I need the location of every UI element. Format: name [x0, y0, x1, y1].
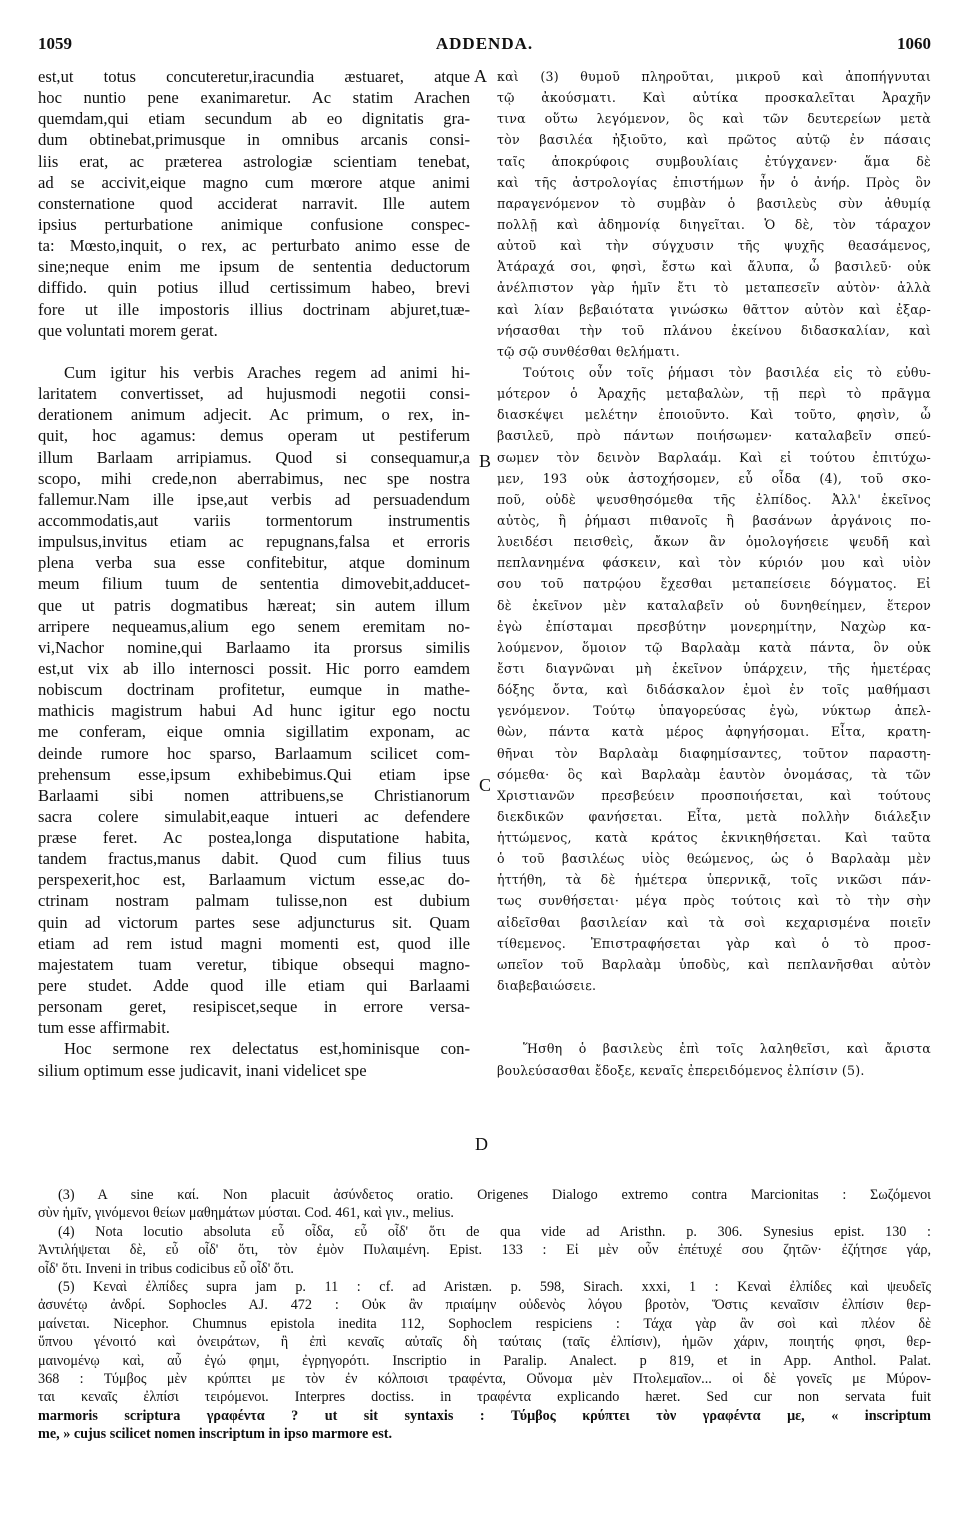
footnote-line: ὕπνου γένοιτό καὶ ὀνειράτων, ἢ ἐπὶ κεναῖς αὐταῖς δὴ ταύταις (ταῖς ἐλπίσιν), ἡμῶν χάριν, ποιητής φησι, θερ- — [38, 1334, 931, 1351]
latin-text-line: plena verba sua esse confitebitur, atque dominum — [38, 553, 470, 573]
footnote-line: (4) Nota locutio absoluta εὖ οἶδα, εὖ οἶδ' ὅτι de qua vide ad Aristhn. p. 306. Synesius epist. 130 : — [58, 1223, 931, 1240]
latin-text-line: præse feret. Ac postea,longa disputatione habita, — [38, 828, 470, 848]
latin-text-line: sine;neque enim me ipsum de sententia deductorum — [38, 257, 470, 277]
latin-text-line: ipsius perturbatione animique confusione conspec- — [38, 214, 470, 234]
greek-text-line: Τούτοις οὖν τοῖς ῥήμασι τὸν βασιλέα εἰς τὸ εὐθυ- — [523, 364, 931, 380]
greek-text-line: τινα οὕτω λεγόμενον, ὃς καὶ τῶν δευτερείων μετὰ — [497, 111, 931, 127]
greek-text-line: θῆναι τὸν Βαρλαὰμ διαφημίσαντες, τοῦτον παραστη- — [497, 745, 931, 761]
section-marker-a: A — [474, 66, 487, 86]
greek-text-line: παραγενόμενον τὸ συμβὰν ὁ βασιλεὺς σὺν ἀθυμίᾳ — [497, 195, 931, 211]
latin-text-line: meum filium tuum de sententia dimovebit,adducet- — [38, 574, 470, 594]
greek-text-line: νήσασθαι τὴν τοῦ πλάνου ἐκείνου διδασκαλίαν, καὶ — [497, 322, 931, 338]
latin-text-line: majestatem tuam veretur, tibique obsequi magno- — [38, 954, 470, 974]
greek-text-line: λούμενον, ὅμοιον τῷ Βαρλαὰμ κατὰ πάντα, ὃν οὐκ — [497, 639, 931, 655]
greek-text-line: καὶ λίαν βεβαιότατα γινώσκω θᾶττον αὐτὸν καὶ ἐξαρ- — [497, 301, 931, 317]
footnote-line: μαινομένῳ καὶ, αὖ ἐγώ φημι, ἐγρηγορότι. Inscriptio in Paralip. Analect. p 819, et in App. Anthol. Palat. — [38, 1352, 931, 1369]
page-number-right: 1060 — [897, 34, 931, 53]
footnote-line: μαίνεται. Nicephor. Chumnus epistola inedita 112, Sophoclem respiciens : Τάχα γὰρ ἂν σοὶ καὶ πλέον δὲ — [38, 1315, 931, 1332]
greek-text-line: τῷ σῷ συνθέσθαι θελήματι. — [497, 343, 680, 359]
greek-text-line: τὸν βασιλέα ἠξιοῦτο, καὶ πρῶτος αὐτῷ ἐν πάσαις — [497, 132, 931, 148]
latin-text-line — [38, 341, 470, 362]
greek-text-line: ἡττώμενος, κατὰ κράτος ἐκνικηθήσεται. Καὶ ταῦτα — [497, 830, 931, 846]
latin-text-line: scopo, mihi crede,non aberrabimus, nec spe nostra — [38, 468, 470, 488]
greek-text-line: μότερον ὁ Ἀραχῆς μεταβαλὼν, τῇ περὶ τὸ πρᾶγμα — [497, 386, 931, 402]
greek-text-line: πολλῇ καὶ ἀδημονίᾳ διηγεῖται. Ὁ δὲ, τὸν τάραχον — [497, 216, 931, 232]
greek-text-line: λυειδέσι πεισθεὶς, ἄκων ἂν ὁμολογήσειε ψευδῆ καὶ — [497, 534, 931, 550]
greek-text-line: αἰδεῖσθαι βασιλείαν καὶ τὰ σοὶ κεχαρισμένα ποιεῖν — [497, 914, 931, 930]
greek-text-line: καὶ (3) θυμοῦ πληροῦται, μικροῦ καὶ ἀποπήγνυται — [497, 69, 931, 84]
section-marker-b: B — [479, 451, 492, 471]
footnote-line: marmoris scriptura γραφέντα ? ut sit syntaxis : Τύμβος κρύπτει τὸν γραφέντα με, « inscriptum — [38, 1407, 931, 1424]
greek-text-line: θὼν, πάντα κατὰ μέρος ἀφηγήσομαι. Εἶτα, κρατη- — [497, 724, 931, 740]
latin-text-line: Cum igitur his verbis Araches regem ad animi hi- — [64, 362, 470, 382]
greek-text-line: ποῦ, οὐδὲ ψευσθησόμεθα τῆς ἐλπίδος. Ἀλλ' ἐκεῖνος — [497, 491, 931, 507]
latin-text-line: consternatione quod acciderat narravit. Ille autem — [38, 193, 470, 213]
footnote-line: ται κεναῖς ἐλπίσι τειρόμενοι. Interpres doctiss. in τραφέντα explicando hæret. Sed cur non servata fuit — [38, 1389, 931, 1406]
greek-text-line: καὶ τῆς ἀστρολογίας ἐπιστήμων ἦν ὁ ἀνήρ. Πρὸς ὃν — [497, 174, 931, 190]
greek-text-line: βουλεύσασθαι ἔδοξε, κεναῖς ἐπερειδόμενος ἐλπίσιν (5). — [497, 1062, 865, 1078]
footnote-line: ἀσυνέτῳ ἀνδρί. Sophocles AJ. 472 : Οὐκ ἂν πριαίμην οὐδενὸς λόγου βροτὸν, Ὅστις κεναῖσιν ἐλπίσιν θερ- — [38, 1297, 931, 1314]
footnote-line: 368 : Τύμβος μὲν κρύπτει με τὸν ἐν κόλποισι τραφέντα, Οὔνομα μὲν Πτολεμαῖον... οἱ δὲ γονεῖς με Μύρον- — [38, 1370, 931, 1387]
footnote-line: Ἀντιλήψεται δὲ, εὖ οἶδ' ὅτι, τὸν ἐμὸν Πυλαιμένη. Epist. 133 : Εἰ μὲν οὖν ἐπέτυχέ σου ζητῶν· ἐζήτησε γάρ, — [38, 1242, 931, 1259]
latin-text-line: fallemur.Nam ille ipse,aut verbis ad persuadendum — [38, 489, 470, 509]
latin-text-line: me conferam, eique omnia sigillatim exponam, ac — [38, 722, 470, 742]
greek-text-line: σου τοῦ πατρῴου ἔχεσθαι μεταπείσειε δόγματος. Εἰ — [497, 576, 931, 592]
latin-text-line: liis erat, ac præterea astrologiæ scientiam tenebat, — [38, 151, 470, 171]
latin-text-line: etiam ad rem istud magni momenti est, quod ille — [38, 933, 470, 953]
latin-text-line: sacra colere simulabit,eaque intueri ac defendere — [38, 806, 470, 826]
page-number-left: 1059 — [38, 34, 72, 53]
latin-text-line: que voluntati morem gerat. — [38, 320, 218, 340]
greek-text-line: σόμεθα· ὃς καὶ Βαρλαὰμ ἑαυτὸν ὀνομάσας, τὰ τῶν — [497, 766, 931, 782]
greek-text-line: σωμεν τὸν δεινὸν Βαρλαάμ. Καὶ εἰ τούτου ἐπιτύχω- — [497, 449, 931, 465]
greek-text-line — [497, 1017, 931, 1038]
latin-text-line: derationem animum adjecit. Ac primum, o rex, in- — [38, 405, 470, 425]
greek-text-line: ἀνέλπιστον γὰρ ἡμῖν ἔτι τὸ μεταπεσεῖν αὐτὸν· ἀλλὰ — [497, 280, 931, 296]
greek-text-line: τίθεμενος. Ἐπιστραφήσεται γὰρ καὶ ὁ τὸ προσ- — [497, 935, 931, 951]
greek-text-line: διεκδικῶν φανήσεται. Εἶτα, μετὰ πολλὴν διάλεξιν — [497, 808, 931, 824]
latin-text-line: tandem fractus,manus dabit. Quod cum filius tuus — [38, 849, 470, 869]
latin-text-line: Barlaami sibi nomen attribuens,se Christianorum — [38, 785, 470, 805]
latin-text-line: dum obtinebat,primusque in omnibus arcanis consi- — [38, 130, 470, 150]
latin-text-line: ta: Mœsto,inquit, o rex, ac perturbato animo esse de — [38, 236, 470, 256]
greek-column — [497, 66, 931, 1081]
latin-text-line: diffido. quin potius illud certissimum habeo, brevi — [38, 278, 470, 298]
greek-text-line: τῷ ἀκούσματι. Καὶ αὐτίκα προσκαλεῖται Ἀραχῆν — [497, 90, 931, 106]
greek-text-line: πεπλανημένα φάσκειν, καὶ τὸν κύριόν μου καὶ υἱὸν — [497, 555, 931, 571]
latin-text-line: perspexerit,hoc est, Barlaamum victum esse,ac do- — [38, 870, 470, 890]
greek-text-line: αὐτὸς, ἢ ῥήμασι πιθανοῖς ἢ βασάνων ἀργάνοις πο- — [497, 512, 931, 528]
latin-text-line: hoc nuntio pene exanimaretur. Ac statim Arachen — [38, 88, 470, 108]
greek-text-line: διαβεβαιώσειε. — [497, 978, 597, 994]
latin-text-line: illum Barlaam arripiamus. Quod si consequamur,a — [38, 447, 470, 467]
greek-text-line: ὁ τοῦ βασιλέως υἱὸς θεώμενος, ὡς ὁ Βαρλαὰμ μὲν — [497, 851, 931, 867]
greek-text-line: ἡττήθη, τὰ δὲ ἡμέτερα ὑπερνικᾷ, τοῖς νικῶσι πάν- — [497, 872, 931, 888]
greek-text-line: ἐγὼ ἐπίσταμαι πρεσβύτην μονερημίτην, Ναχὼρ κα- — [497, 618, 931, 634]
greek-text-line: δὲ ἐκεῖνον μὲν καταλαβεῖν οὐ δυνηθείημεν, ἕτερον — [497, 597, 931, 613]
latin-text-line: arripere nequeamus,alium ego senem eremitam no- — [38, 616, 470, 636]
latin-text-line: deinde rumore hoc sparso, Barlaamum scilicet com- — [38, 743, 470, 763]
latin-text-line: impulsus,invitus etiam ac repugnans,falsa et erroris — [38, 532, 470, 552]
greek-text-line: Ἀτάραχά σοι, φησὶ, ἔστω καὶ ἄλυπα, ὦ βασιλεῦ· οὐκ — [497, 259, 931, 275]
latin-text-line: tum esse affirmabit. — [38, 1018, 170, 1038]
greek-text-line: βασιλεῦ, πρὸ πάντων ποιήσωμεν· καταλαβεῖν σπεύ- — [497, 428, 931, 444]
greek-text-line: ταῖς ἀποκρύφοις συμβουλίαις ἐτύγχανεν· ἅμα δὲ — [497, 153, 931, 169]
footnote-line: (3) A sine καί. Non placuit ἀσύνδετος oratio. Origenes Dialogo extremo contra Marcionitas : Σωζόμενοι — [58, 1187, 931, 1203]
latin-text-line: est,ut totus concuteretur,iracundia æstuaret, atque — [38, 67, 470, 86]
footnote-line: οἶδ' ὅτι. Inveni in tribus codicibus εὖ οἶδ' ὅτι. — [38, 1260, 294, 1277]
latin-text-line: nobiscum doctrinam profitetur, eumque in mathe- — [38, 680, 470, 700]
running-title: ADDENDA. — [435, 34, 534, 53]
greek-text-line: δόξης ὄντα, καὶ διδάσκαλον ἐμοὶ ἐν τοῖς μαθήμασι — [497, 682, 931, 698]
greek-text-line: γενόμενον. Τούτῳ ὑπαγορεύσας ἐγὼ, νύκτωρ ἀπελ- — [497, 703, 931, 719]
running-header — [38, 34, 931, 58]
latin-text-line: ctrinam nostram palmam tulisse,non est dubium — [38, 891, 470, 911]
greek-text-line: τως συνθήσεται· μέγα πρὸς τούτοις καὶ τὸ τὴν σὴν — [497, 893, 931, 909]
greek-text-line — [497, 996, 931, 1017]
latin-text-line: laritatem convertisset, ad hujusmodi negotii consi- — [38, 384, 470, 404]
latin-text-line: vi,Nachor nomine,qui Barlaamo ita prorsus similis — [38, 637, 470, 657]
latin-text-line: Hoc sermone rex delectatus est,hominisque con- — [64, 1039, 470, 1059]
footnote-line: σὺν ἡμῖν, γινόμενοι θείων μαθημάτων μύσται. Cod. 461, καὶ γιν., melius. — [38, 1205, 454, 1222]
greek-text-line: διασκέψει μελέτην ἐποιοῦντο. Καὶ τοῦτο, φησὶν, ὦ — [497, 407, 931, 423]
greek-text-line: ωπεῖον τοῦ Βαρλαὰμ ὑποδὺς, καὶ πεπλανῆσθαι αὐτὸν — [497, 956, 931, 972]
latin-column — [38, 66, 470, 1081]
greek-text-line: αὐτοῦ καὶ τὴν σύγχυσιν τῆς ψυχῆς θεασάμενος, — [497, 238, 931, 254]
latin-text-line: quit, hoc agamus: demus operam ut pestiferum — [38, 426, 470, 446]
latin-text-line: que ut patris dogmatibus hæreat; sin autem illum — [38, 595, 470, 615]
section-marker-d: D — [475, 1134, 488, 1154]
latin-text-line: pere studet. Adde quod ille etiam qui Barlaami — [38, 976, 470, 996]
latin-text-line: personam geret, resipiscet,seque in errore versa- — [38, 997, 470, 1017]
latin-text-line: fore ut ille impostoris illius doctrinam abjuret,tuæ- — [38, 299, 470, 319]
greek-text-line: μεν, 193 οὐκ ἀστοχήσομεν, εὖ οἶδα (4), τοῦ σκο- — [497, 470, 931, 486]
latin-text-line: accommodatis,aut variis tormentorum instrumentis — [38, 510, 470, 530]
latin-text-line: quemdam,qui etiam secundum ab eo dignitatis gra- — [38, 109, 470, 129]
latin-text-line: quin ad victorum partes sese adjuncturus sit. Quam — [38, 912, 470, 932]
footnote-line: me, » cujus scilicet nomen inscriptum in ipso marmore est. — [38, 1426, 392, 1443]
footnote-line: (5) Κεναὶ ἐλπίδες supra jam p. 11 : cf. ad Aristæn. p. 598, Sirach. xxxi, 1 : Κεναὶ ἐλπίδες καὶ ψευδεῖς — [58, 1278, 931, 1295]
section-marker-c: C — [479, 775, 492, 795]
latin-text-line: mathicis magistrum habui Ad hunc igitur ego noctu — [38, 701, 470, 721]
latin-text-line: silium optimum esse judicavit, inani videlicet spe — [38, 1060, 367, 1080]
greek-text-line: Χριστιανῶν πρεσβεύειν προσποιήσεται, καὶ τούτους — [497, 787, 931, 803]
latin-text-line: prehensum esse,ipsum exhibebimus.Qui etiam ipse — [38, 764, 470, 784]
latin-text-line: est,ut vix ab illo internosci possit. Hic porro eamdem — [38, 658, 470, 678]
greek-text-line: ἔστι διαγνῶναι μὴ ἐκεῖνον ὑπάρχειν, τῆς ἡμετέρας — [497, 660, 931, 676]
latin-text-line: ad se accivit,eique magno cum mœrore atque animi — [38, 172, 470, 192]
greek-text-line: Ἥσθη ὁ βασιλεὺς ἐπὶ τοῖς λαληθεῖσι, καὶ ἄριστα — [523, 1041, 931, 1057]
footnotes — [38, 1186, 931, 1443]
